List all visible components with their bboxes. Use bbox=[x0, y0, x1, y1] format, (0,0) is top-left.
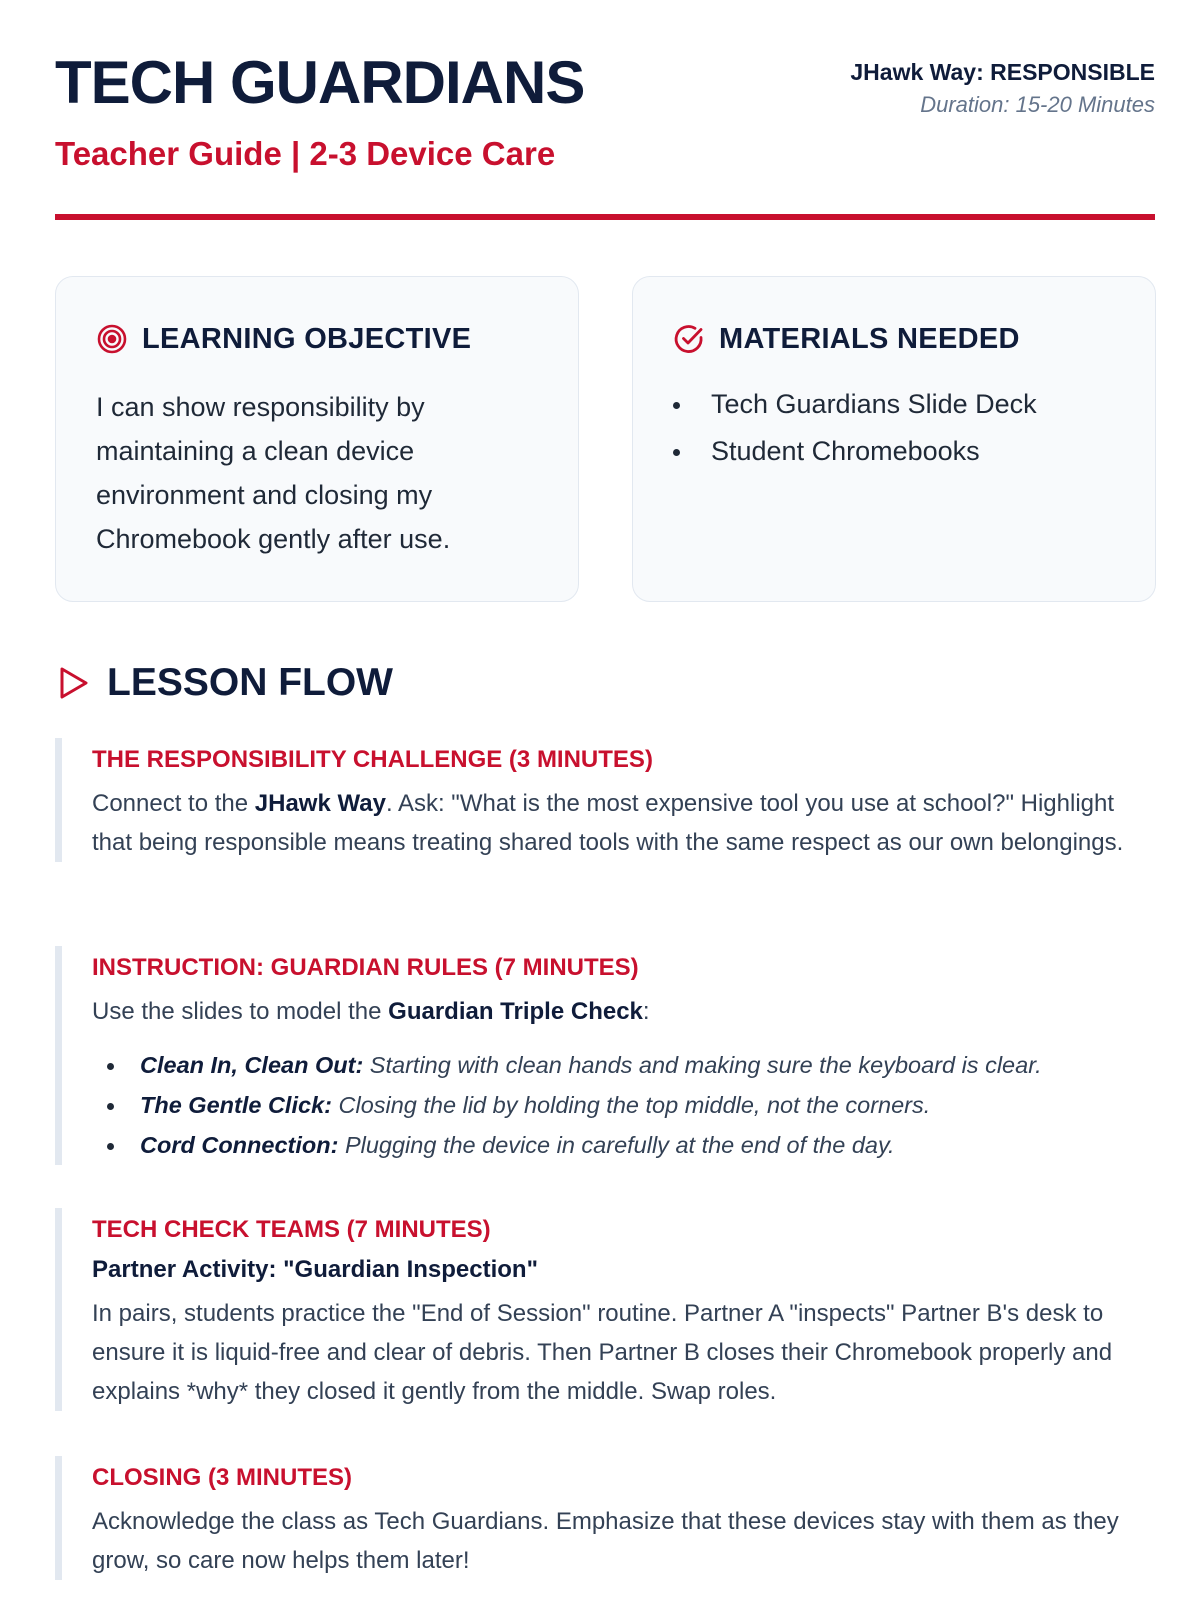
guardian-rule: The Gentle Click: Closing the lid by holding the top middle, not the corners. bbox=[92, 1085, 1155, 1125]
learning-objective-header bbox=[96, 319, 538, 359]
lesson-step bbox=[55, 1208, 1155, 1411]
learning-objective-text: I can show responsibility by maintaining a clean device environment and closing my Chromebook gently after use. bbox=[96, 392, 451, 554]
guardian-rules-list bbox=[92, 1045, 1155, 1165]
page-subtitle: Teacher Guide | 2-3 Device Care bbox=[55, 135, 556, 172]
page-header bbox=[55, 48, 1155, 218]
step-title: TECH CHECK TEAMS (7 MINUTES) bbox=[92, 1216, 491, 1243]
materials-title: MATERIALS NEEDED bbox=[719, 322, 1020, 355]
lesson-meta bbox=[850, 56, 1155, 122]
lesson-step bbox=[55, 1456, 1155, 1580]
materials-card bbox=[632, 276, 1156, 602]
materials-item: Tech Guardians Slide Deck bbox=[673, 381, 1115, 428]
step-title: THE RESPONSIBILITY CHALLENGE (3 MINUTES) bbox=[92, 746, 653, 773]
check-circle-icon bbox=[673, 323, 705, 355]
step-text: Acknowledge the class as Tech Guardians. Emphasize that these devices stay with them as they grow, so care now helps them later! bbox=[92, 1508, 1119, 1574]
page-title: TECH GUARDIANS bbox=[55, 49, 585, 116]
play-icon bbox=[55, 665, 91, 701]
lesson-step bbox=[55, 738, 1155, 862]
lesson-flow-title: LESSON FLOW bbox=[107, 661, 393, 704]
duration-label: Duration: 15-20 Minutes bbox=[920, 92, 1155, 117]
guardian-rule: Clean In, Clean Out: Starting with clean hands and making sure the keyboard is clear. bbox=[92, 1045, 1155, 1085]
materials-list bbox=[673, 381, 1115, 475]
guardian-rule: Cord Connection: Plugging the device in carefully at the end of the day. bbox=[92, 1125, 1155, 1165]
step-text: Use the slides to model the Guardian Triple Check: bbox=[92, 998, 650, 1025]
step-text: Connect to the JHawk Way. Ask: "What is the most expensive tool you use at school?" Highlight that being responsible means treating shared tools with the same respect as our own belongings. bbox=[92, 790, 1124, 856]
step-text: In pairs, students practice the "End of Session" routine. Partner A "inspects" Partner B's desk to ensure it is liquid-free and clear of debris. Then Partner B closes their Chromebook properly and explains *why* they closed it gently from the middle. Swap roles. bbox=[92, 1300, 1113, 1405]
header-divider bbox=[55, 214, 1155, 220]
lesson-flow-header bbox=[55, 660, 393, 706]
lesson-step bbox=[55, 946, 1155, 1165]
learning-objective-card bbox=[55, 276, 579, 602]
step-subtitle: Partner Activity: "Guardian Inspection" bbox=[92, 1256, 538, 1283]
step-title: INSTRUCTION: GUARDIAN RULES (7 MINUTES) bbox=[92, 954, 639, 981]
step-title: CLOSING (3 MINUTES) bbox=[92, 1464, 353, 1491]
materials-header bbox=[673, 319, 1115, 359]
materials-item: Student Chromebooks bbox=[673, 428, 1115, 475]
jhawk-way-label: JHawk Way: RESPONSIBLE bbox=[850, 59, 1155, 85]
learning-objective-title: LEARNING OBJECTIVE bbox=[142, 322, 472, 355]
target-icon bbox=[96, 323, 128, 355]
